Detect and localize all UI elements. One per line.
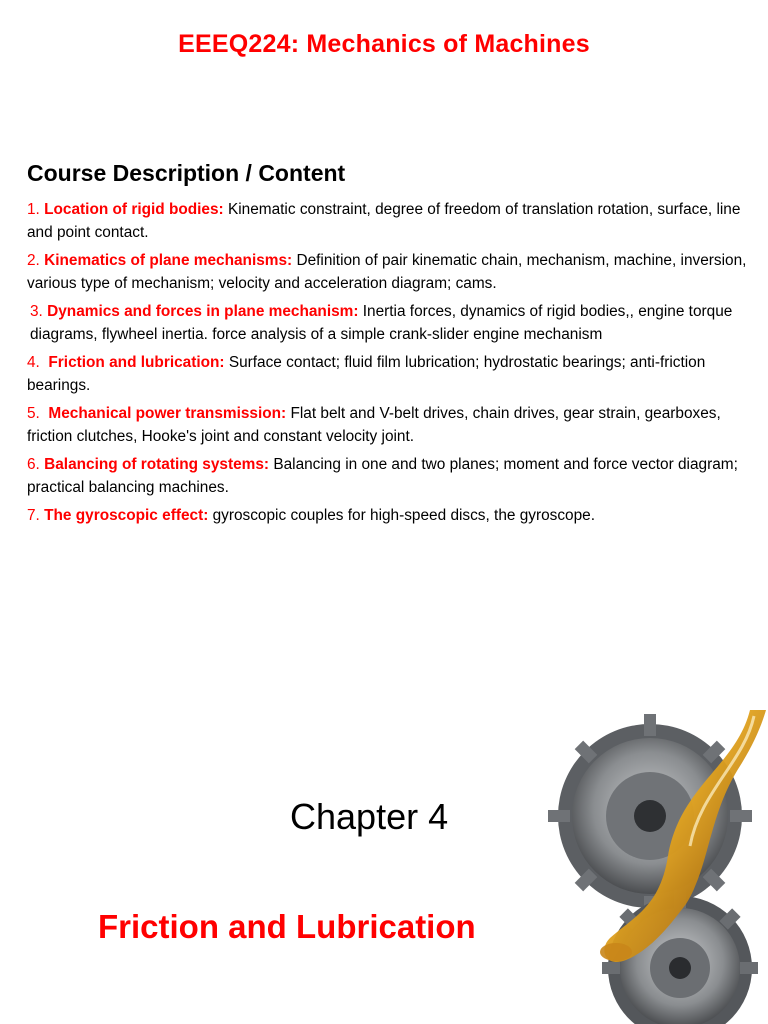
topic-text: Kinematic constraint, degree of freedom of translation rotation, surface, line and point contact. xyxy=(27,201,741,241)
chapter-label: Chapter 4 xyxy=(290,796,449,837)
topic-item xyxy=(27,250,757,295)
topic-number: 6. xyxy=(27,456,40,473)
topic-text: Flat belt and V-belt drives, chain drives, gear strain, gearboxes, friction clutches, Hooke's joint and constant velocity joint. xyxy=(27,405,721,445)
topic-heading: The gyroscopic effect: xyxy=(44,507,209,524)
topic-heading: Location of rigid bodies: xyxy=(44,201,224,218)
topic-heading: Dynamics and forces in plane mechanism: xyxy=(47,303,359,320)
topic-heading: Kinematics of plane mechanisms: xyxy=(44,252,293,269)
topic-item xyxy=(27,199,757,244)
topic-text: Balancing in one and two planes; moment and force vector diagram; practical balancing machines. xyxy=(27,456,738,496)
topic-number: 5. xyxy=(27,405,40,422)
topic-number: 7. xyxy=(27,507,40,524)
topic-text: Inertia forces, dynamics of rigid bodies,, engine torque diagrams, flywheel inertia. force analysis of a simple crank-slider engine mechanism xyxy=(30,303,733,343)
topic-item xyxy=(27,454,757,499)
chapter-slide xyxy=(0,700,768,1024)
topic-number: 3. xyxy=(30,303,43,320)
topic-text: Definition of pair kinematic chain, mechanism, machine, inversion, various type of mechanism; velocity and acceleration diagram; cams. xyxy=(27,252,747,292)
large-gear xyxy=(548,714,752,918)
topic-heading: Balancing of rotating systems: xyxy=(44,456,270,473)
topic-item xyxy=(27,505,757,528)
topic-item xyxy=(27,352,757,397)
topic-list xyxy=(27,199,757,534)
topic-number: 4. xyxy=(27,354,40,371)
topic-item xyxy=(27,301,757,346)
topic-heading: Mechanical power transmission: xyxy=(48,405,287,422)
topic-text: gyroscopic couples for high-speed discs, the gyroscope. xyxy=(208,507,596,524)
gears-with-oil-icon xyxy=(540,706,768,1024)
topic-number: 1. xyxy=(27,201,40,218)
section-heading: Course Description / Content xyxy=(27,160,346,186)
course-title: EEEQ224: Mechanics of Machines xyxy=(178,30,590,58)
topic-item xyxy=(27,403,757,448)
topic-text: Surface contact; fluid film lubrication; hydrostatic bearings; anti-friction bearings. xyxy=(27,354,706,394)
topic-heading: Friction and lubrication: xyxy=(48,354,225,371)
topic-number: 2. xyxy=(27,252,40,269)
chapter-title: Friction and Lubrication xyxy=(98,908,476,945)
